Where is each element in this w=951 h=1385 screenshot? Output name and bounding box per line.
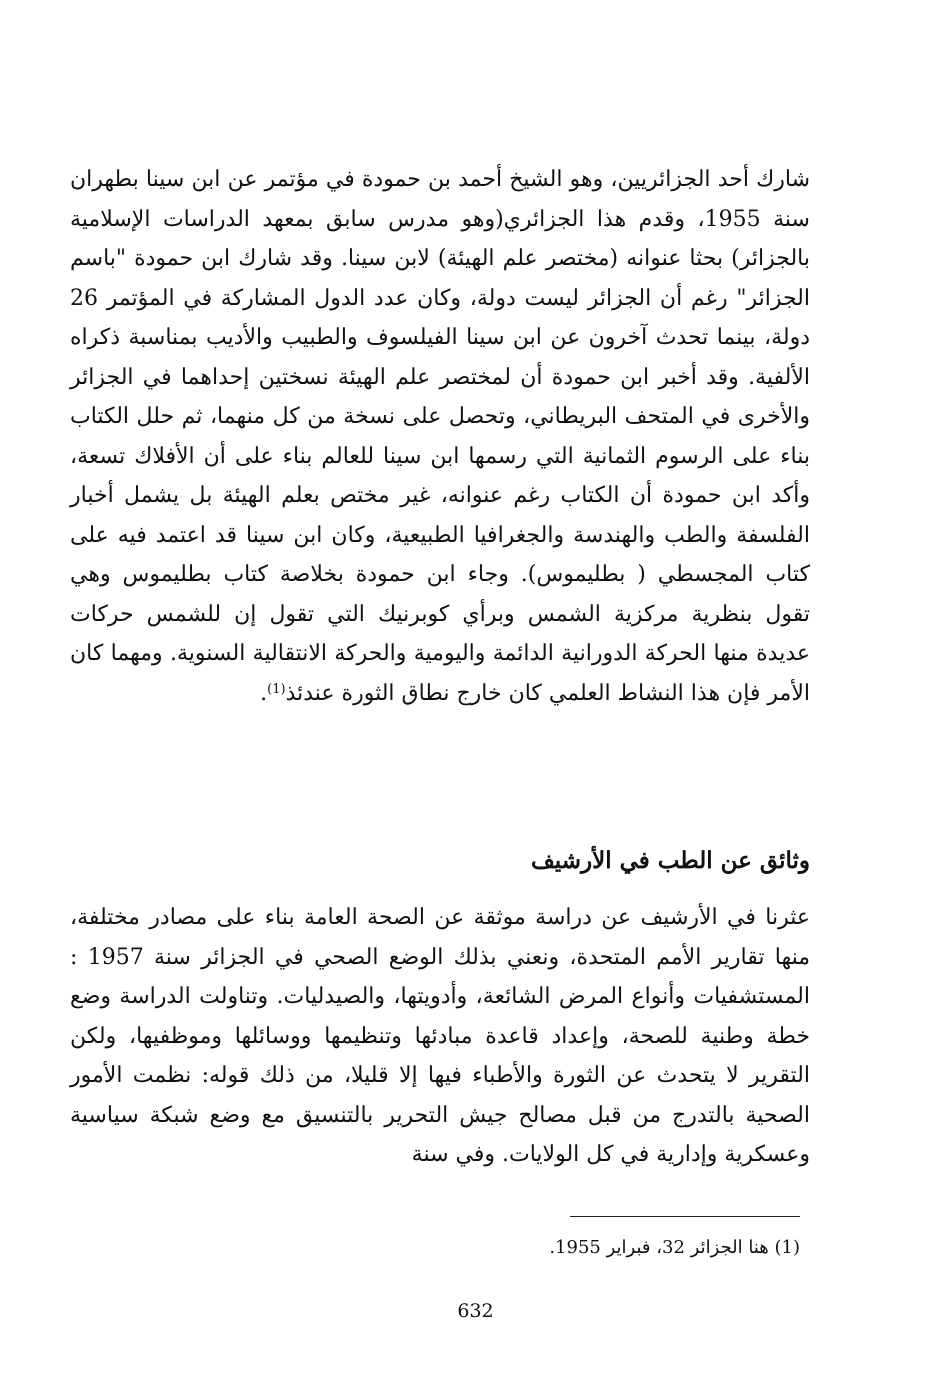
footnote-divider <box>570 1216 800 1217</box>
paragraph-1-end: . <box>260 680 268 706</box>
body-paragraph-1 <box>70 160 810 716</box>
paragraph-1-text: شارك أحد الجزائريين، وهو الشيخ أحمد بن حمودة في مؤتمر عن ابن سينا بطهران سنة 1955، وقدم هذا الجزائري(وهو مدرس سابق بمعهد الدراسات الإسلامية بالجزائر) بحثا عنوانه (مختصر علم الهيئة) لابن سينا. وقد شارك ابن حمودة "باسم الجزائر" رغم أن الجزائر ليست دولة، وكان عدد الدول المشاركة في المؤتمر 26 دولة، بينما تحدث آخرون عن ابن سينا الفيلسوف والطبيب والأديب بمناسبة ذكراه الألفية. وقد أخبر ابن حمودة أن لمختصر علم الهيئة نسختين إحداهما في الجزائر والأخرى في المتحف البريطاني، وتحصل على نسخة من كل منهما، ثم حلل الكتاب بناء على الرسوم الثمانية التي رسمها ابن سينا للعالم بناء على أن الأفلاك تسعة، وأكد ابن حمودة أن الكتاب رغم عنوانه، غير مختص بعلم الهيئة بل يشمل أخبار الفلسفة والطب والهندسة والجغرافيا الطبيعية، وكان ابن سينا قد اعتمد فيه على كتاب المجسطي ( بطليموس). وجاء ابن حمودة بخلاصة كتاب بطليموس وهي تقول بنظرية مركزية الشمس وبرأي كوبرنيك التي تقول إن للشمس حركات عديدة منها الحركة الدورانية الدائمة واليومية والحركة الانتقالية السنوية. ومهما كان الأمر فإن هذا النشاط العلمي كان خارج نطاق الثورة عندئذ <box>70 167 810 706</box>
footnote: (1) هنا الجزائر 32، فبراير 1955. <box>549 1237 800 1258</box>
page-number: 632 <box>457 1300 494 1322</box>
body-paragraph-2: عثرنا في الأرشيف عن دراسة موثقة عن الصحة العامة بناء على مصادر مختلفة، منها تقارير الأمم المتحدة، ونعني بذلك الوضع الصحي في الجزائر سنة 1957 : المستشفيات وأنواع المرض الشائعة، وأدويتها، والصيدليات. وتناولت الدراسة وضع خطة وطنية للصحة، وإعداد قاعدة مبادئها وتنظيمها ووسائلها وموظفيها، ولكن التقرير لا يتحدث عن الثورة والأطباء فيها إلا قليلا، من ذلك قوله: نظمت الأمور الصحية بالتدرج من قبل مصالح جيش التحرير بالتنسيق مع وضع شبكة سياسية وعسكرية وإدارية في كل الولايات. وفي سنة <box>70 905 811 1167</box>
section-heading: وثائق عن الطب في الأرشيف <box>530 847 810 874</box>
footnote-reference: (1) <box>267 681 286 697</box>
